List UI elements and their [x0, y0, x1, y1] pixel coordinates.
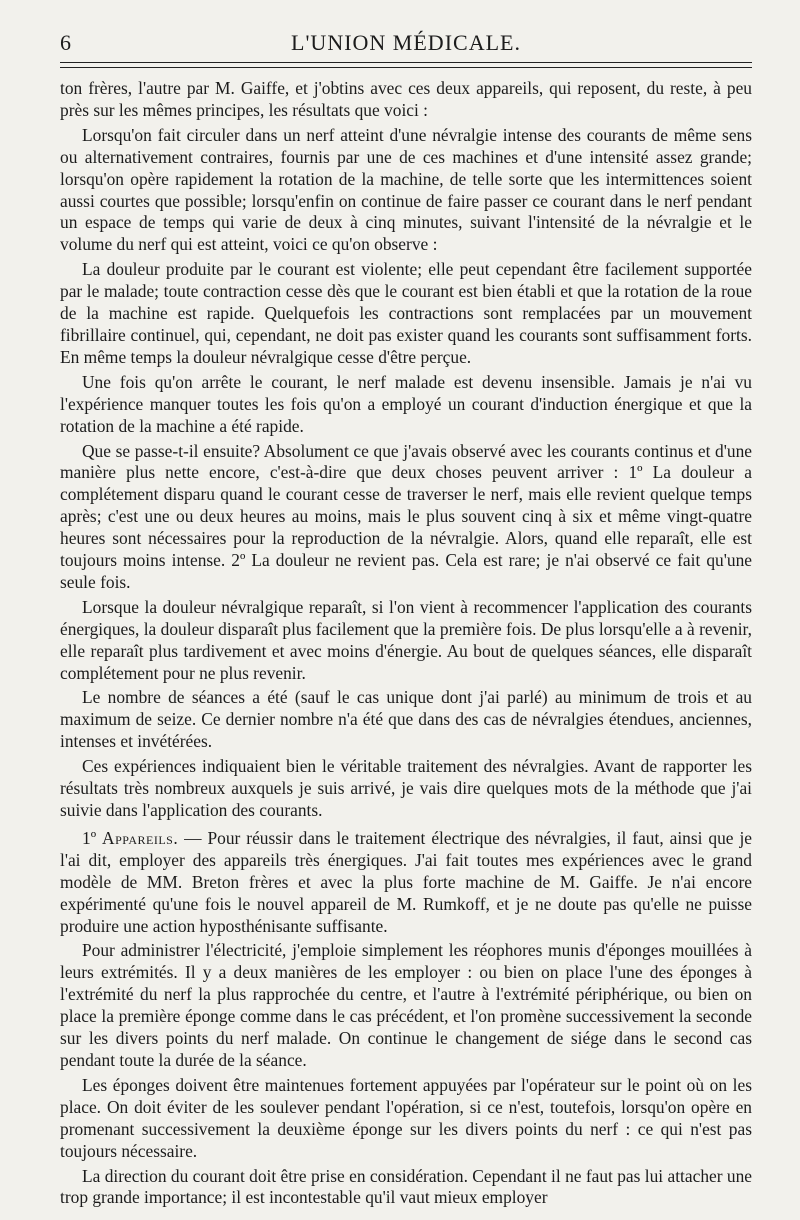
paragraph: Lorsque la douleur névralgique reparaît, si l'on vient à recommencer l'application des courants énergiques, la douleur disparaît plus facilement que la première fois. De plus lorsqu'elle a à revenir, elle reparaît plus tardivement et avec moins d'énergie. Au bout de quelques séances, elle disparaît complétement pour ne plus revenir.	[60, 596, 752, 683]
paragraph: Une fois qu'on arrête le courant, le nerf malade est devenu insensible. Jamais je n'ai vu l'expérience manquer toutes les fois qu'on a employé un courant d'induction énergique et que la rotation de la machine a été rapide.	[60, 371, 752, 436]
body-text	[60, 78, 752, 1209]
paragraph: Le nombre de séances a été (sauf le cas unique dont j'ai parlé) au minimum de trois et au maximum de seize. Ce dernier nombre n'a été que dans des cas de névralgies étendues, anciennes, intenses et invétérées.	[60, 687, 752, 752]
section-number: 1º	[82, 827, 97, 848]
section-paragraph	[60, 828, 752, 938]
section-lead: Pour réussir dans le traitement électrique des névralgies, il faut, ainsi que je l'ai dit, employer des appareils très énergiques. J'ai fait toutes mes expériences avec le grand modèle de MM. Breton frères et avec la plus forte machine de M. Gaiffe. Je n'ai encore expérimenté qu'une fois le nouvel appareil de M. Rumkoff, et je ne doute pas qu'elle ne puisse produire une action hyposthénisante suffisante.	[60, 827, 752, 936]
page-number: 6	[60, 30, 72, 55]
section-dash: —	[178, 827, 208, 848]
paragraph: Que se passe-t-il ensuite? Absolument ce que j'avais observé avec les courants continus et d'une manière plus nette encore, c'est-à-dire que deux choses peuvent arriver : 1º La douleur a complétement disparu quand le courant cesse de traverser le nerf, mais elle revient quelque temps après; c'est une ou deux heures au moins, mais le plus souvent cinq à six et même vingt-quatre heures sont nécessaires pour la reproduction de la névralgie. Alors, quand elle reparaît, elle est toujours moins intense. 2º La douleur ne revient pas. Cela est rare; je n'ai observé ce fait qu'une seule fois.	[60, 440, 752, 592]
paragraph: Lorsqu'on fait circuler dans un nerf atteint d'une névralgie intense des courants de même sens ou alternativement contraires, fournis par une de ces machines et d'une intensité assez grande; lorsqu'on opère rapidement la rotation de la machine, de telle sorte que les intermittences soient aussi courtes que possible; lorsqu'enfin on continue de faire passer ce courant dans le nerf pendant un espace de temps qui varie de deux à cinq minutes, suivant l'intensité de la névralgie et le volume du nerf qui est atteint, voici ce qu'on observe :	[60, 124, 752, 255]
paragraph: Les éponges doivent être maintenues fortement appuyées par l'opérateur sur le point où on les place. On doit éviter de les soulever pendant l'opération, si ce n'est, toutefois, lorsqu'on opère en promenant successivement la deuxième éponge sur les divers points du nerf : ce qui n'est pas toujours nécessaire.	[60, 1074, 752, 1161]
paragraph: Pour administrer l'électricité, j'emploie simplement les réophores munis d'éponges mouillées à leurs extrémités. Il y a deux manières de les employer : ou bien on place l'une des éponges à l'extrémité du nerf la plus rapprochée du centre, et l'autre à l'extrémité périphérique, ou bien on place la première éponge comme dans le cas précédent, et l'on promène successivement la seconde sur les divers points du nerf malade. On continue le changement de siége dans le second cas pendant toute la durée de la séance.	[60, 940, 752, 1070]
paragraph: La direction du courant doit être prise en considération. Cependant il ne faut pas lui attacher une trop grande importance; il est incontestable qu'il vaut mieux employer	[60, 1165, 752, 1208]
header-rule	[60, 62, 752, 68]
paragraph: ton frères, l'autre par M. Gaiffe, et j'obtins avec ces deux appareils, qui reposent, du reste, à peu près sur les mêmes principes, les résultats que voici :	[60, 78, 752, 120]
paragraph: La douleur produite par le courant est violente; elle peut cependant être facilement supportée par le malade; toute contraction cesse dès que le courant est bien établi et que la rotation de la roue de la machine est rapide. Quelquefois les contractions sont remplacées par un mouvement fibrillaire continuel, qui, cependant, ne doit pas exister quand les courants sont suffisamment forts. En même temps la douleur névralgique cesse d'être perçue.	[60, 259, 752, 367]
paragraph: Ces expériences indiquaient bien le véritable traitement des névralgies. Avant de rapporter les résultats très nombreux auxquels je suis arrivé, je vais dire quelques mots de la méthode que j'ai suivie dans l'application des courants.	[60, 756, 752, 820]
running-head	[60, 26, 752, 56]
journal-title: L'UNION MÉDICALE.	[291, 30, 521, 55]
section-title: Appareils.	[102, 827, 179, 848]
